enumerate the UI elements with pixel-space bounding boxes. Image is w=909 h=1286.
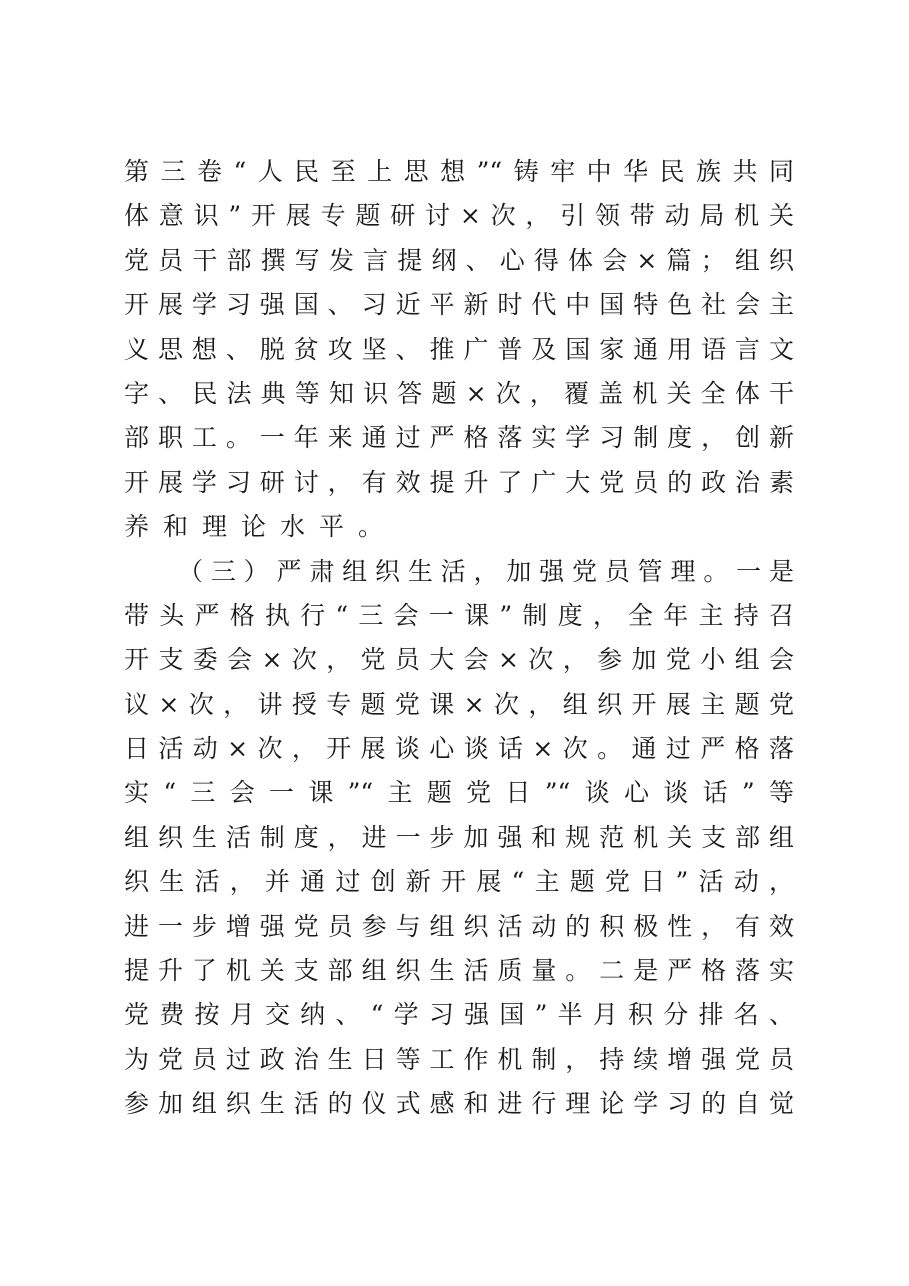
body-text [124,150,794,1127]
text-line: 织生活，并通过创新开展“主题党日”活动， [124,867,794,897]
text-line: 日活动×次，开展谈心谈话×次。通过严格落 [124,734,794,764]
text-line: 第三卷“人民至上思想”“铸牢中华民族共同 [124,157,794,186]
text-line: 体意识”开展专题研讨×次，引领带动局机关 [124,201,794,231]
text-line: 参加组织生活的仪式感和进行理论学习的自觉 [124,1089,794,1119]
text-line: 部职工。一年来通过严格落实学习制度，创新 [124,423,794,453]
text-line: 提升了机关支部组织生活质量。二是严格落实 [124,956,794,986]
text-line: 为党员过政治生日等工作机制，持续增强党员 [124,1044,794,1074]
text-line: 义思想、脱贫攻坚、推广普及国家通用语言文 [124,334,794,364]
text-line: 议×次，讲授专题党课×次，组织开展主题党 [124,689,794,719]
text-line: 党费按月交纳、“学习强国”半月积分排名、 [124,1000,794,1030]
text-line: 字、民法典等知识答题×次，覆盖机关全体干 [124,378,794,408]
text-line: 开支委会×次，党员大会×次，参加党小组会 [124,645,794,675]
text-line: 带头严格执行“三会一课”制度，全年主持召 [124,600,794,630]
text-line: 进一步增强党员参与组织活动的积极性，有效 [124,911,794,941]
text-line: 党员干部撰写发言提纲、心得体会×篇；组织 [124,245,794,275]
text-line: 组织生活制度，进一步加强和规范机关支部组 [124,822,794,852]
section-heading-line: （三）严肃组织生活，加强党员管理。一是 [178,556,794,586]
text-line: 开展学习研讨，有效提升了广大党员的政治素 [124,467,794,497]
text-line: 开展学习强国、习近平新时代中国特色社会主 [124,290,794,320]
paragraph-end-line: 养和理论水平。 [124,512,398,542]
text-line: 实“三会一课”“主题党日”“谈心谈话”等 [124,778,794,808]
